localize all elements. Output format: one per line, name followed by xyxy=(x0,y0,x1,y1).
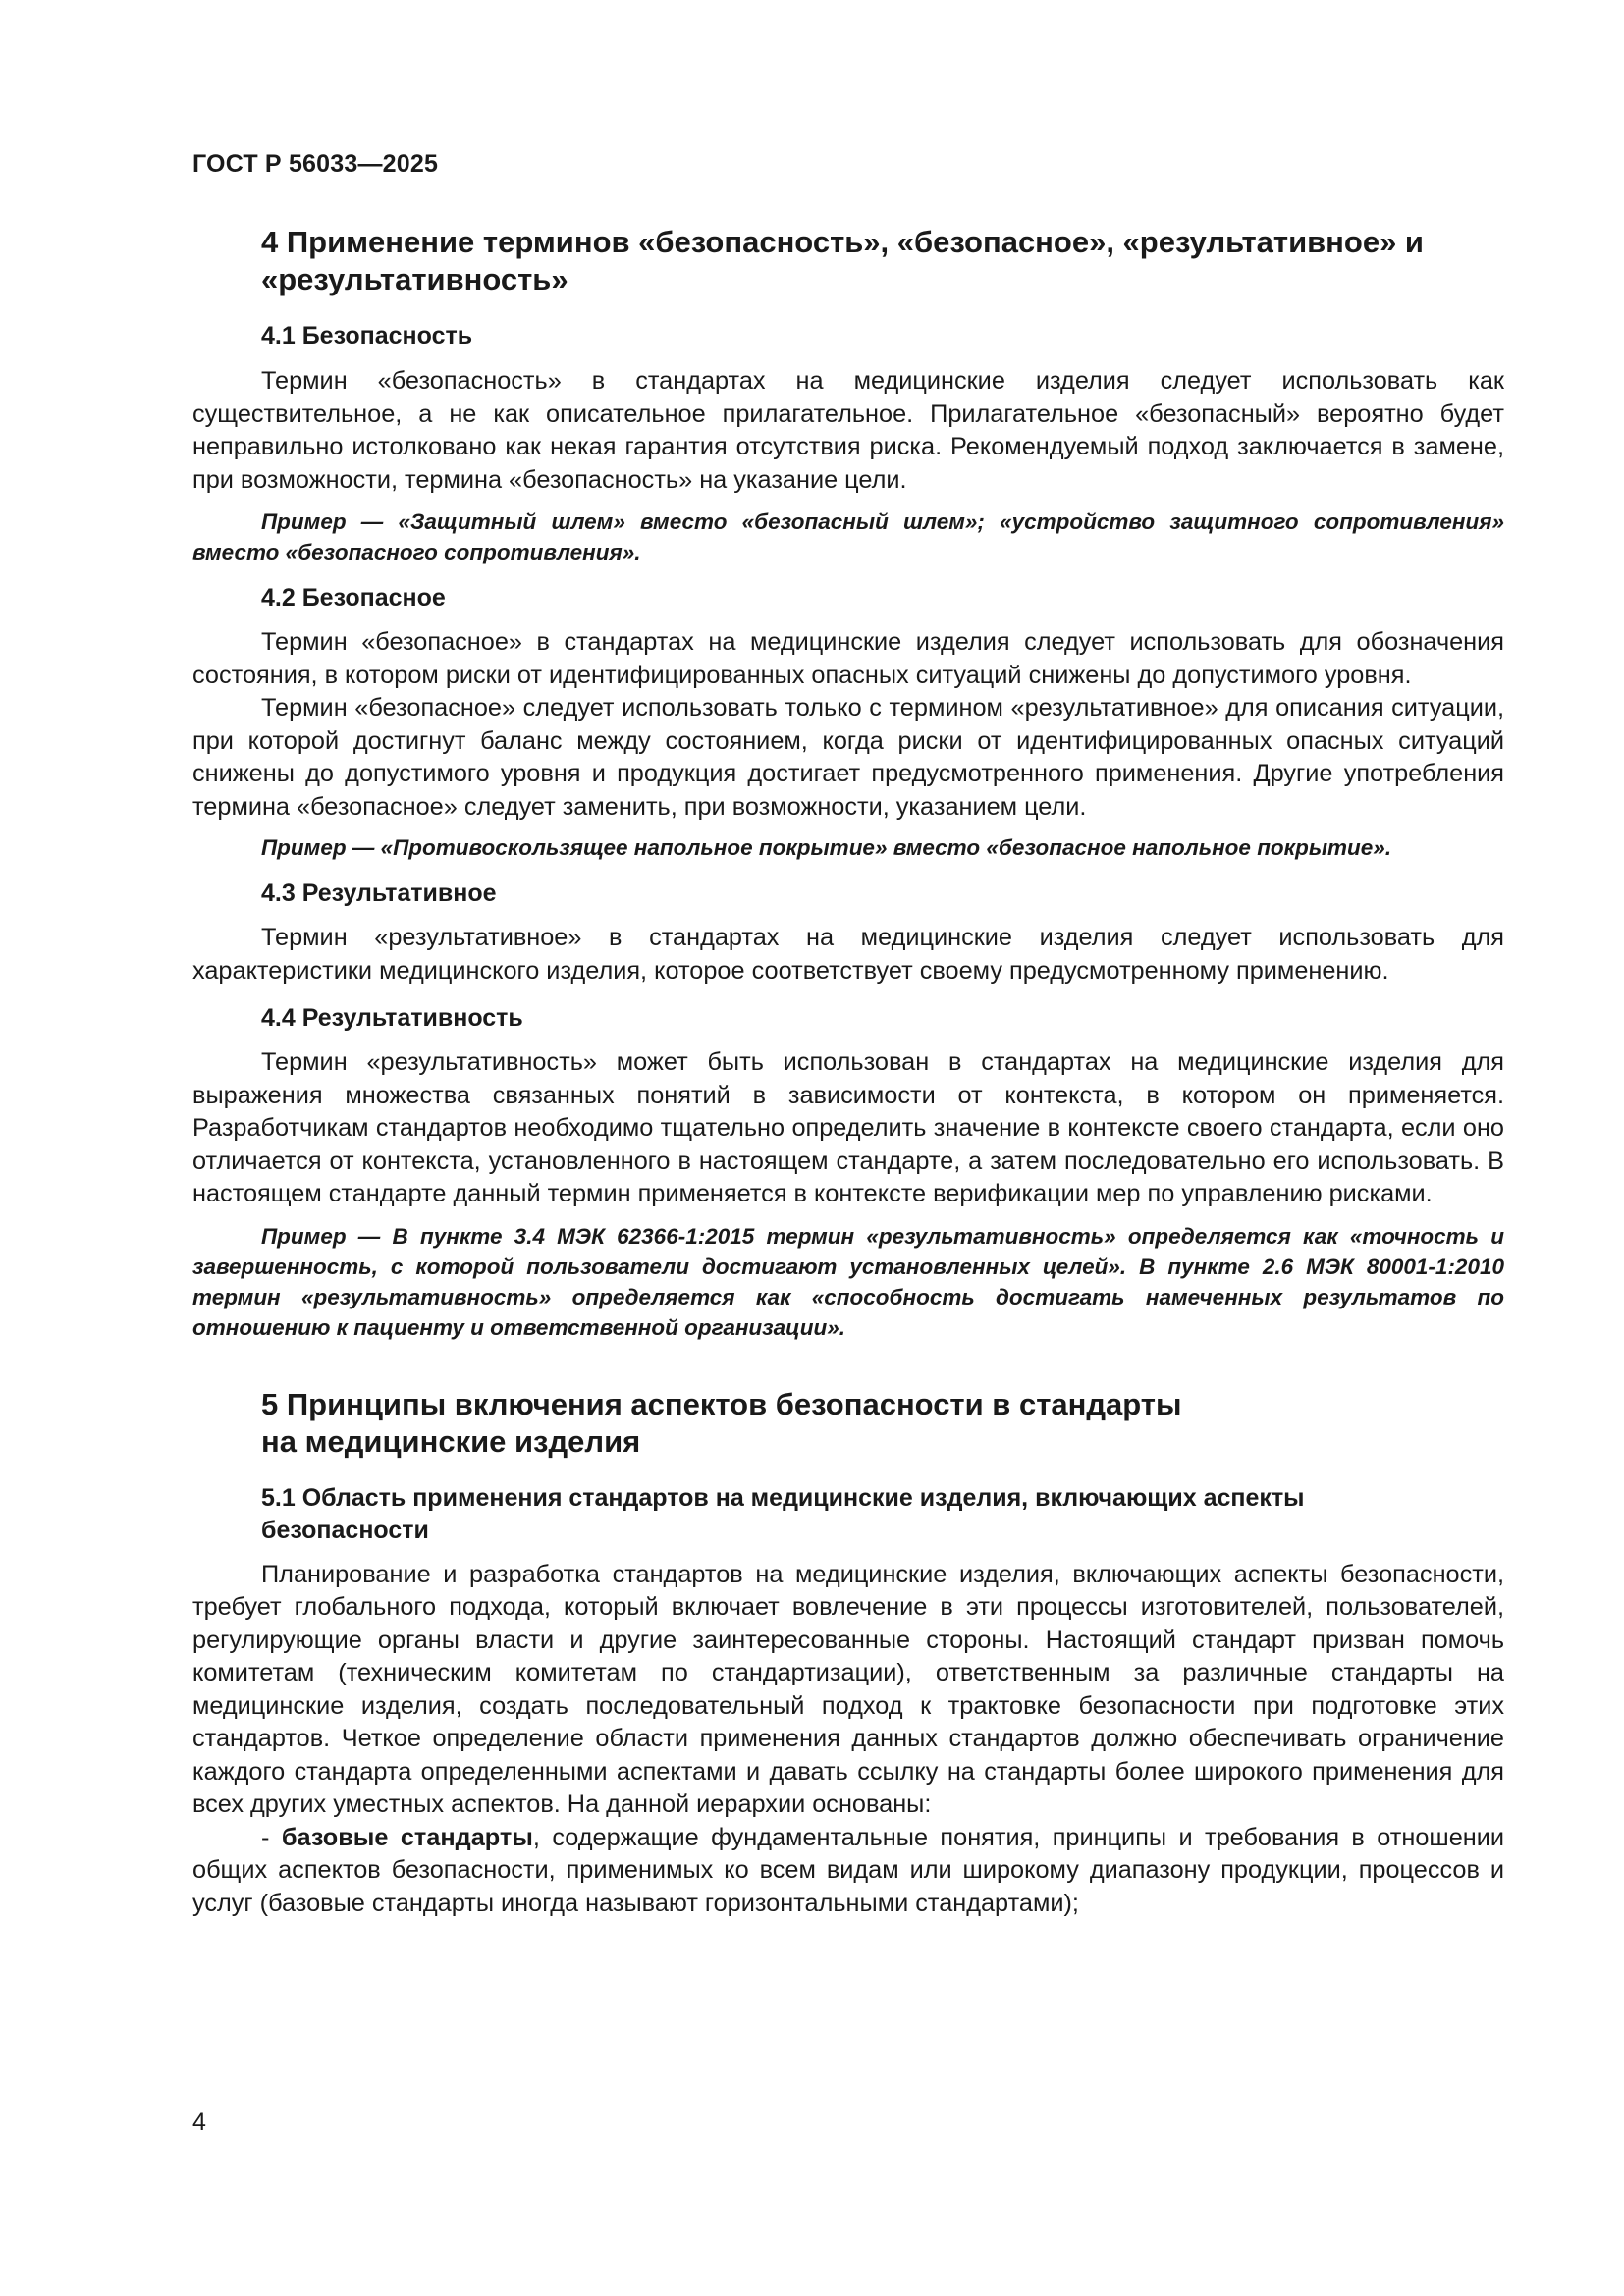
subsection-5-1-title: 5.1 Область применения стандартов на медицинские изделия, включающих аспекты безопасности xyxy=(261,1483,1305,1544)
section-5-title xyxy=(192,1386,1504,1461)
subsection-4-1-example: Пример — «Защитный шлем» вместо «безопасный шлем»; «устройство защитного сопротивления» вместо «безопасного сопротивления». xyxy=(192,509,1504,564)
subsection-4-4-paragraph: Термин «результативность» может быть использован в стандартах на медицинские изделия для выражения множества связанных понятий в зависимости от контекста, в котором он применяется. Разработчикам стандартов необходимо тщательно определить значение в контексте своего стандарта, если оно отличается от контекста, установленного в настоящем стандарте, а затем последовательно его использовать. В настоящем стандарте данный термин применяется в контексте верификации мер по управлению рисками. xyxy=(192,1048,1504,1207)
list-bullet: - xyxy=(261,1823,282,1851)
subsection-4-4-title: 4.4 Результативность xyxy=(261,1004,523,1032)
subsection-4-1-paragraph: Термин «безопасность» в стандартах на медицинские изделия следует использовать как существительное, а не как описательное прилагательное. Прилагательное «безопасный» вероятно будет неправильно истолковано как некая гарантия отсутствия риска. Рекомендуемый подход заключается в замене, при возможности, термина «безопасность» на указание цели. xyxy=(192,367,1504,494)
subsection-4-3-paragraph: Термин «результативное» в стандартах на медицинские изделия следует использовать для характеристики медицинского изделия, которое соответствует своему предусмотренному применению. xyxy=(192,924,1504,985)
subsection-4-2-example: Пример — «Противоскользящее напольное покрытие» вместо «безопасное напольное покрытие». xyxy=(261,835,1392,860)
section-5-title-line-1: 5 Принципы включения аспектов безопасности в стандарты xyxy=(261,1386,1182,1421)
subsection-4-2-paragraph-1: Термин «безопасное» в стандартах на медицинские изделия следует использовать для обозначения состояния, в котором риски от идентифицированных опасных ситуаций снижены до допустимого уровня. xyxy=(192,628,1504,689)
page-number: 4 xyxy=(192,2109,206,2136)
subsection-5-1-paragraph: Планирование и разработка стандартов на медицинские изделия, включающих аспекты безопасности, требует глобального подхода, который включает вовлечение в эти процессы изготовителей, пользователей, регулирующие органы власти и другие заинтересованные стороны. Настоящий стандарт призван помочь комитетам (техническим комитетам по стандартизации), ответственным за различные стандарты на медицинские изделия, создать последовательный подход к трактовке безопасности при подготовке этих стандартов. Четкое определение области применения данных стандартов должно обеспечивать ограничение каждого стандарта определенными аспектами и давать ссылку на стандарты более широкого применения для всех других уместных аспектов. На данной иерархии основаны: xyxy=(192,1560,1504,1818)
basic-standards-term: базовые стандарты xyxy=(281,1823,533,1851)
subsection-4-1-title: 4.1 Безопасность xyxy=(261,322,473,349)
section-4-title: 4 Применение терминов «безопасность», «безопасное», «результативное» и «результативность» xyxy=(261,225,1424,296)
basic-standards-list-item xyxy=(192,1822,1504,1921)
basic-standards-description: , содержащие фундаментальные понятия, принципы и требования в отношении общих аспектов безопасности, применимых ко всем видам или широкому диапазону продукции, процессов и услуг (базовые стандарты иногда называют горизонтальными стандартами); xyxy=(192,1823,1504,1917)
subsection-4-3-title: 4.3 Результативное xyxy=(261,880,497,907)
document-code-header: ГОСТ Р 56033—2025 xyxy=(192,150,439,178)
subsection-4-4-example: Пример — В пункте 3.4 МЭК 62366-1:2015 термин «результативность» определяется как «точность и завершенность, с которой пользователи достигают установленных целей». В пункте 2.6 МЭК 80001-1:2010 термин «результативность» определяется как «способность достигать намеченных результатов по отношению к пациенту и ответственной организации». xyxy=(192,1223,1504,1340)
section-5-title-line-2: на медицинские изделия xyxy=(261,1423,641,1459)
subsection-4-2-title: 4.2 Безопасное xyxy=(261,584,446,612)
subsection-4-2-paragraph-2: Термин «безопасное» следует использовать только с термином «результативное» для описания ситуации, при которой достигнут баланс между состоянием, когда риски от идентифицированных опасных ситуаций снижены до допустимого уровня и продукция достигает предусмотренного применения. Другие употребления термина «безопасное» следует заменить, при возможности, указанием цели. xyxy=(192,694,1504,821)
page-content xyxy=(192,224,1504,1920)
